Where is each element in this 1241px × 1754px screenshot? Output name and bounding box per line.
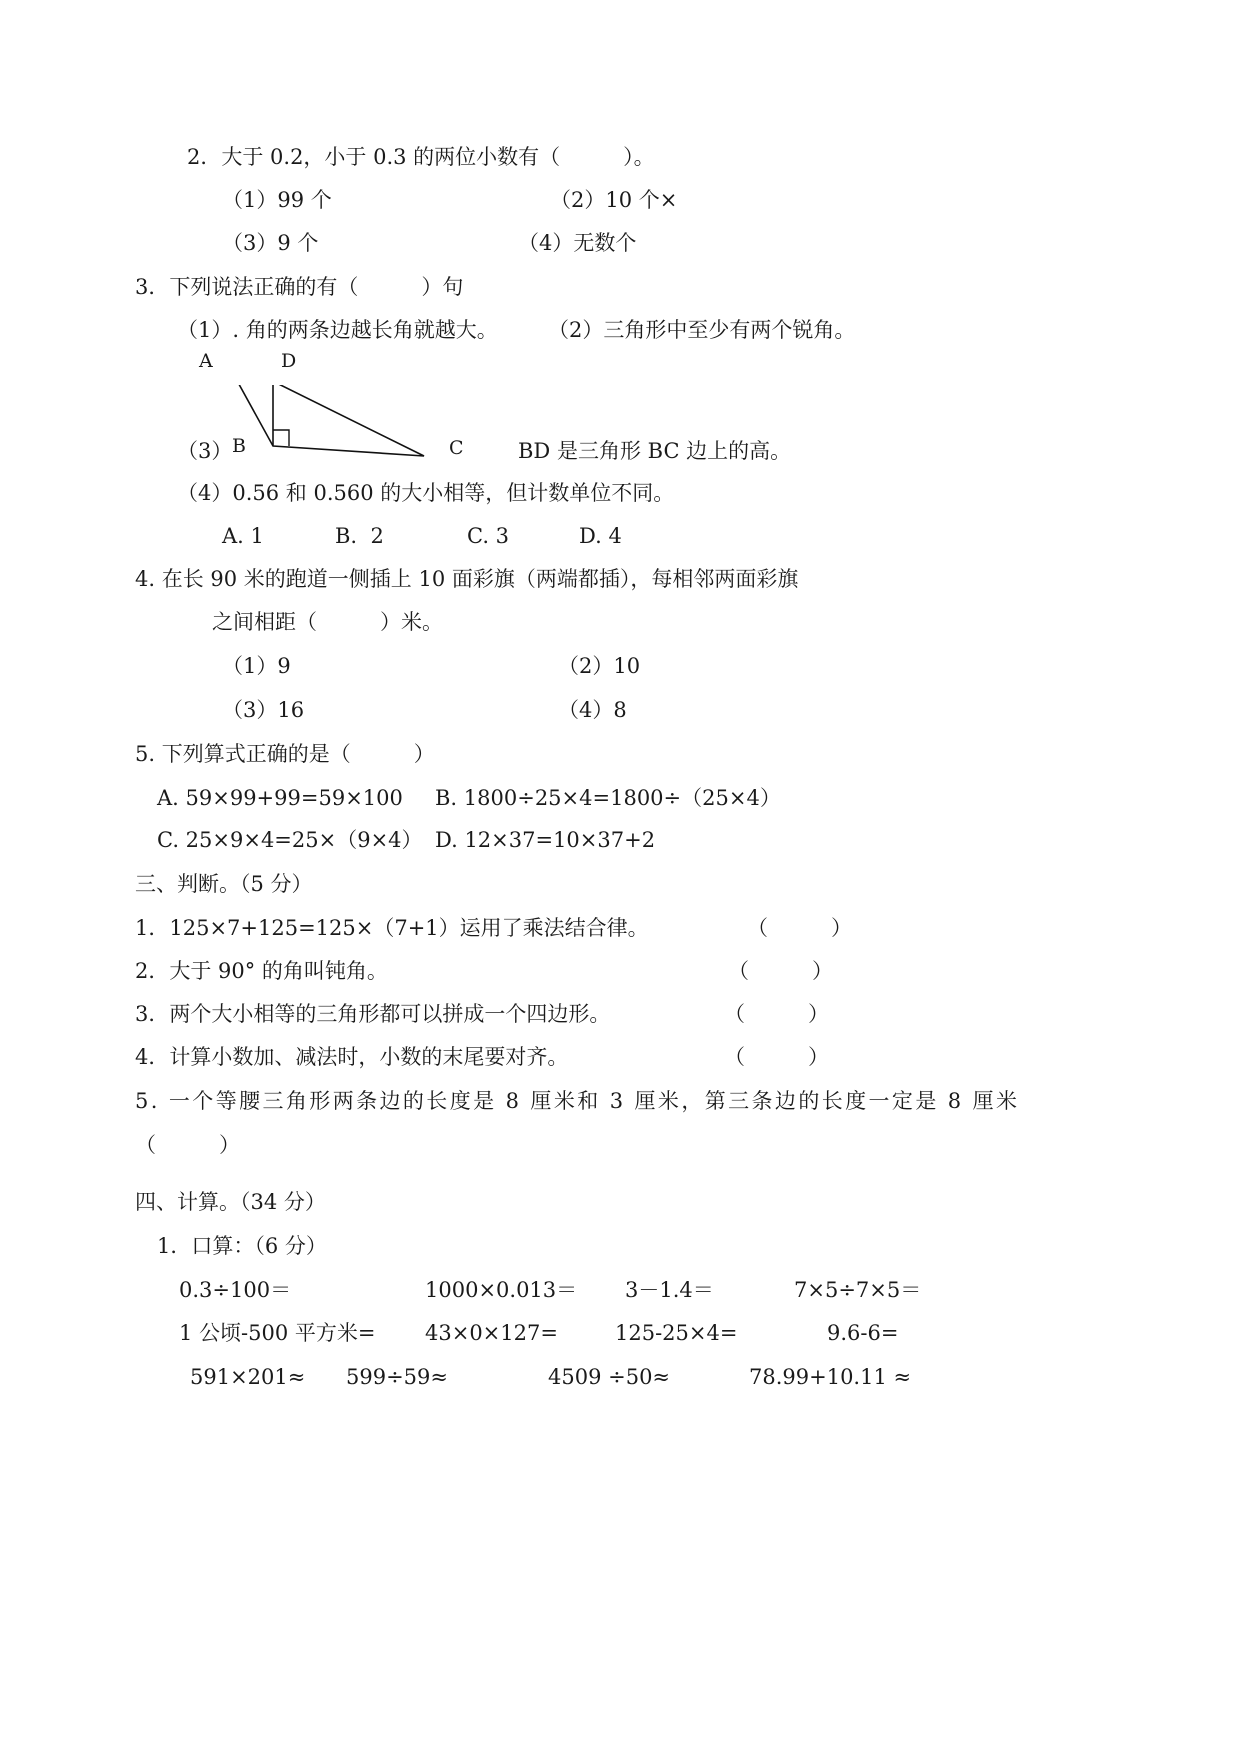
q3-choice-d: D. 4 <box>579 524 622 548</box>
calc-r2-c2: 43×0×127= <box>425 1321 558 1345</box>
calc-r1-c2: 1000×0.013＝ <box>425 1278 578 1302</box>
q4-stem-continued: 之间相距（ ）米。 <box>212 610 443 634</box>
q3-choice-c: C. 3 <box>467 524 510 548</box>
q3-choice-a: A. 1 <box>222 524 264 548</box>
q3-choice-b: B. 2 <box>335 524 384 548</box>
judge-item-5: 5. 一个等腰三角形两条边的长度是 8 厘米和 3 厘米，第三条边的长度一定是 8 厘米 <box>135 1089 1020 1113</box>
q5-option-a: A. 59×99+99=59×100 <box>157 786 403 810</box>
q3-statement-2: （2）三角形中至少有两个锐角。 <box>548 318 856 342</box>
judge-item-4-blank[interactable]: （ ） <box>724 1045 829 1069</box>
q3-statement-1: （1）. 角的两条边越长角就越大。 <box>177 318 498 342</box>
point-c-label: C <box>449 437 464 459</box>
calc-r1-c3: 3－1.4＝ <box>625 1278 714 1302</box>
section-3-title: 三、判断。（5 分） <box>135 872 313 896</box>
calc-r2-c3: 125-25×4= <box>615 1321 738 1345</box>
q4-option-2: （2）10 <box>558 654 641 678</box>
calc-r3-c2: 599÷59≈ <box>346 1365 448 1389</box>
section-4-title: 四、计算。（34 分） <box>135 1190 326 1214</box>
judge-item-2-blank[interactable]: （ ） <box>728 959 833 983</box>
calc-r2-c1: 1 公顷-500 平方米= <box>179 1321 376 1345</box>
q2-option-4: （4）无数个 <box>518 231 637 255</box>
q5-option-c: C. 25×9×4=25×（9×4） <box>157 828 423 852</box>
judge-item-3: 3．两个大小相等的三角形都可以拼成一个四边形。 <box>135 1002 611 1026</box>
q4-option-1: （1）9 <box>222 654 291 678</box>
q3-statement-4: （4）0.56 和 0.560 的大小相等，但计数单位不同。 <box>177 481 675 505</box>
q4-stem: 4. 在长 90 米的跑道一侧插上 10 面彩旗（两端都插），每相邻两面彩旗 <box>135 567 799 591</box>
q3-statement-3: BD 是三角形 BC 边上的高。 <box>518 439 792 463</box>
q2-option-3: （3）9 个 <box>222 231 319 255</box>
judge-item-5-blank[interactable]: （ ） <box>135 1133 240 1157</box>
judge-item-2: 2．大于 90° 的角叫钝角。 <box>135 959 388 983</box>
q2-option-1: （1）99 个 <box>222 188 332 212</box>
calc-r3-c1: 591×201≈ <box>190 1365 306 1389</box>
q5-option-b: B. 1800÷25×4=1800÷（25×4） <box>435 786 781 810</box>
judge-item-3-blank[interactable]: （ ） <box>724 1002 829 1026</box>
point-d-label: D <box>281 350 297 372</box>
calc-r3-c3: 4509 ÷50≈ <box>548 1365 671 1389</box>
calc-r2-c4: 9.6-6= <box>827 1321 899 1345</box>
q2-option-2: （2）10 个× <box>550 188 678 212</box>
mental-math-title: 1．口算：（6 分） <box>157 1234 327 1258</box>
q3-statement-3-number: （3） <box>177 439 233 463</box>
q5-option-d: D. 12×37=10×37+2 <box>435 828 656 852</box>
judge-item-4: 4．计算小数加、减法时，小数的末尾要对齐。 <box>135 1045 569 1069</box>
calc-r3-c4: 78.99+10.11 ≈ <box>749 1365 912 1389</box>
q2-stem: 2．大于 0.2，小于 0.3 的两位小数有（ ）。 <box>187 145 655 169</box>
judge-item-1-blank[interactable]: （ ） <box>747 916 852 940</box>
point-a-label: A <box>199 350 213 372</box>
q5-stem: 5. 下列算式正确的是（ ） <box>135 742 435 766</box>
point-b-label: B <box>232 435 246 457</box>
judge-item-1: 1．125×7+125=125×（7+1）运用了乘法结合律。 <box>135 916 649 940</box>
q4-option-3: （3）16 <box>222 698 305 722</box>
calc-r1-c4: 7×5÷7×5＝ <box>794 1278 922 1302</box>
q3-stem: 3．下列说法正确的有（ ）句 <box>135 275 464 299</box>
calc-r1-c1: 0.3÷100＝ <box>179 1278 292 1302</box>
q4-option-4: （4）8 <box>558 698 627 722</box>
